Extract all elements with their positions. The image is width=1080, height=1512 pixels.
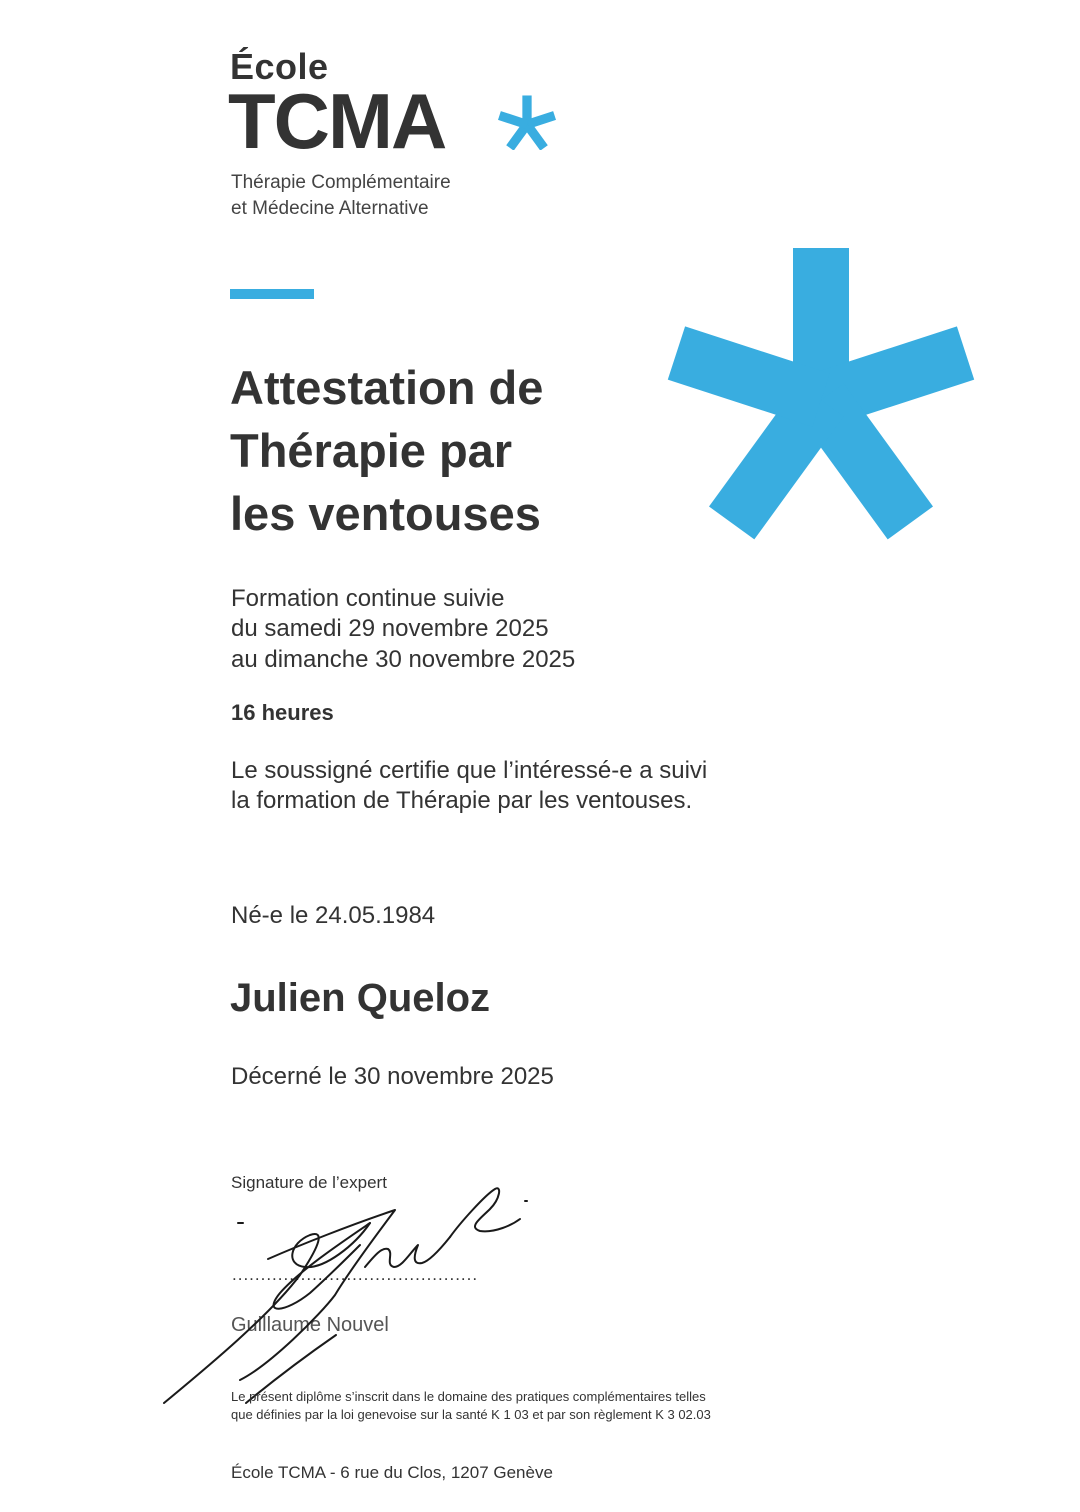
signature-label: Signature de l’expert bbox=[231, 1173, 387, 1192]
formation-line2: du samedi 29 novembre 2025 bbox=[231, 615, 549, 642]
handwritten-signature bbox=[150, 1175, 550, 1415]
certification-line2: la formation de Thérapie par les ventouses. bbox=[231, 787, 693, 814]
formation-line3: au dimanche 30 novembre 2025 bbox=[231, 646, 576, 673]
legal-line1: Le présent diplôme s’inscrit dans le domaine des pratiques complémentaires telles bbox=[231, 1389, 706, 1404]
birth-date: Né-e le 24.05.1984 bbox=[231, 902, 436, 929]
title-line1: Attestation de bbox=[230, 361, 544, 414]
title-line3: les ventouses bbox=[230, 487, 541, 540]
certification-line1: Le soussigné certifie que l’intéressé-e a suivi bbox=[231, 757, 708, 784]
logo-subtitle-line2: et Médecine Alternative bbox=[231, 198, 429, 219]
awarded-date: Décerné le 30 novembre 2025 bbox=[231, 1063, 554, 1090]
logo-ecole-text: École bbox=[230, 46, 329, 87]
signature-dotted-line: ........................................... bbox=[232, 1265, 479, 1284]
footer-address: École TCMA - 6 rue du Clos, 1207 Genève bbox=[231, 1463, 553, 1482]
logo-asterisk-icon bbox=[498, 92, 556, 150]
legal-line2: que définies par la loi genevoise sur la santé K 1 03 et par son règlement K 3 02.03 bbox=[231, 1407, 711, 1422]
hours-text: 16 heures bbox=[231, 700, 334, 725]
logo-tcma-text: TCMA bbox=[228, 77, 446, 165]
formation-line1: Formation continue suivie bbox=[231, 585, 505, 612]
logo-subtitle-line1: Thérapie Complémentaire bbox=[231, 172, 451, 193]
big-asterisk-icon bbox=[650, 240, 992, 560]
accent-divider bbox=[230, 289, 314, 299]
expert-name: Guillaume Nouvel bbox=[231, 1314, 389, 1336]
recipient-name: Julien Queloz bbox=[230, 976, 491, 1020]
title-line2: Thérapie par bbox=[230, 424, 513, 477]
